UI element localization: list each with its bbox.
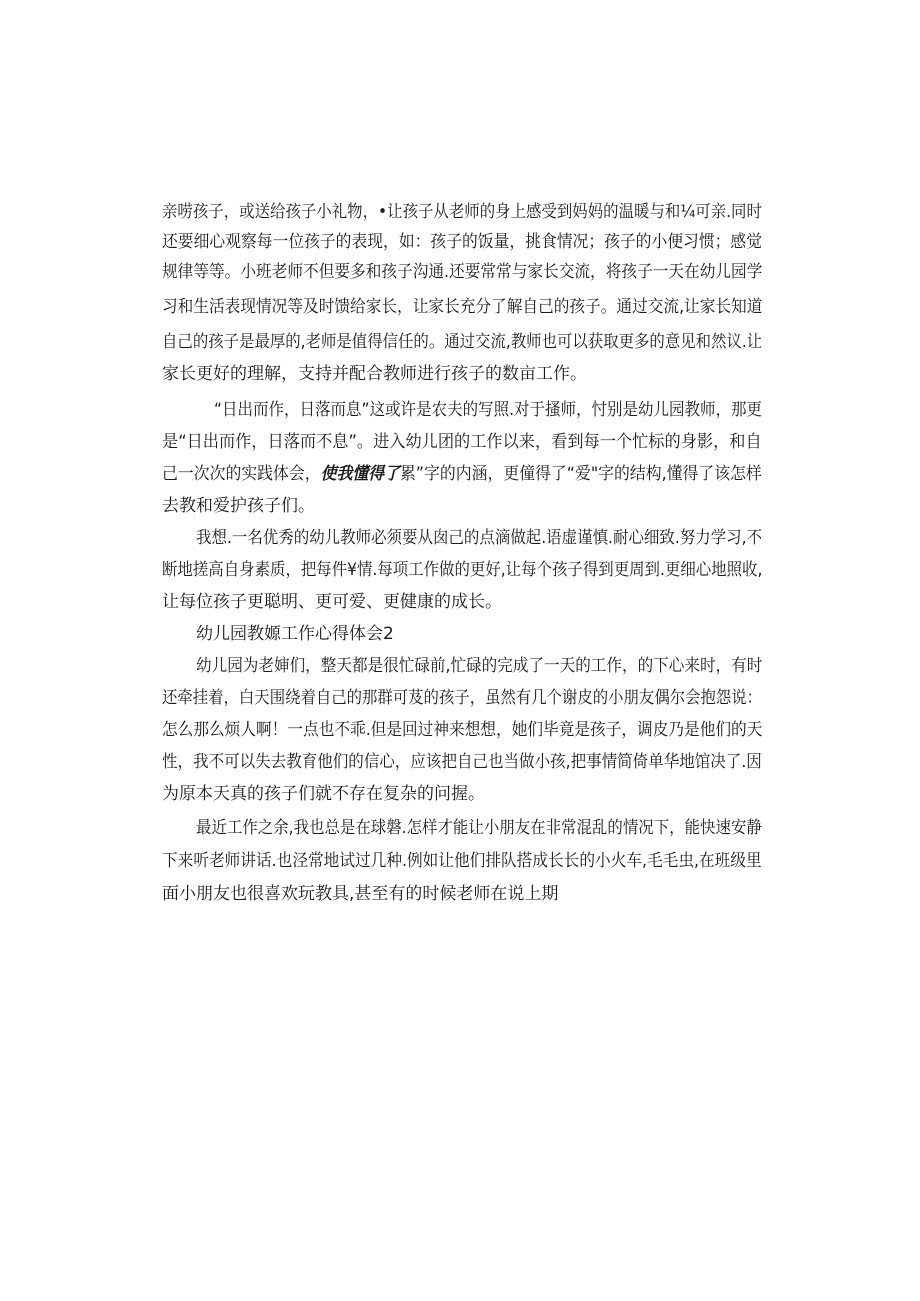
- paragraph-3-line-2: 断地搓高自身素质，把每件¥情.每项工作做的更好,让每个孩子得到更周到.更细心地照收,: [162, 560, 763, 580]
- section-heading: 幼儿园教嫄工作心得体会2: [196, 624, 394, 644]
- paragraph-2-line-3-start: 己一次次的实践体会，: [162, 464, 321, 484]
- paragraph-1-line-2: 还要细心观察每一位孩子的表现，如：孩子的饭量，挑食情况；孩子的小便习惯；感觉: [162, 232, 763, 252]
- paragraph-5-line-1: 最近工作之余,我也总是在球磐.怎样才能让小朋友在非常混乱的情况下，能快速安静: [196, 818, 762, 838]
- paragraph-4-line-2: 还牵挂着，白天围绕着自己的那群可芨的孩子，虽然有几个谢皮的小朋友偶尔会抱怨说：: [162, 688, 763, 708]
- paragraph-5-line-2: 下来听老师讲话.也泾常地试过几种.例如让他们排队搭成长长的小火车,毛毛虫,在班级里: [162, 851, 762, 871]
- paragraph-5-line-3: 面小朋友也很喜欢玩教具,甚至有的时候老师在说上期: [162, 884, 559, 904]
- paragraph-4-line-5: 为原本天真的孩子们就不存在复杂的问握。: [162, 784, 485, 804]
- paragraph-2-line-3-end: 累”字的内涵，更僮得了“爱"字的结构,懂得了该怎样: [399, 464, 762, 484]
- paragraph-1-line-3: 规律等等。小班老师不但要多和孩子沟通.还要常常与家长交流，将孩子一天在幼儿园学: [162, 262, 763, 282]
- paragraph-1-line-4: 习和生活表现情况等及时馈给家长，让家长充分了解自己的孩子。通过交流,让家长知道: [162, 297, 763, 317]
- paragraph-4-line-3: 怎么那么烦人啊！一点也不乖.但是回过神来想想，她们毕竟是孩子，调皮乃是他们的天: [162, 720, 763, 740]
- paragraph-2-line-1: “日出而作，日落而息”这或许是农夫的写照.对于搔师，忖别是幼儿园教师，那更: [214, 400, 763, 420]
- paragraph-3-line-1: 我想.一名优秀的幼儿教师必须要从囱己的点滴做起.语虚谨慎.耐心细致.努力学习,不: [196, 528, 763, 548]
- paragraph-1-line-1: 亲唠孩子，或送给孩子小礼物，•让孩子从老师的身上感受到妈妈的温暖与和¼可亲.同时: [162, 202, 762, 222]
- paragraph-1-line-6: 家长更好的理解，支持并配合教师进行孩子的数亩工作。: [162, 364, 587, 384]
- paragraph-2-line-2: 是“日出而作，日落而不息”。进入幼儿团的工作以来，看到每一个忙标的身影，和自: [162, 432, 762, 452]
- paragraph-2-emphasis: 使我懂得了: [320, 464, 400, 484]
- paragraph-2-line-4: 去教和爱护孩子们。: [162, 496, 315, 516]
- paragraph-3-line-3: 让每位孩子更聪明、更可爱、更健康的成长。: [162, 592, 502, 612]
- paragraph-4-line-4: 性，我不可以失去教育他们的信心，应该把自己也当做小孩,把事情简倚单华地馆决了.因: [162, 752, 762, 772]
- paragraph-1-line-5: 自己的孩子是最厚的,老师是值得信任的。通过交流,教师也可以获取更多的意见和然议.让: [162, 332, 763, 352]
- paragraph-2-line-3: [162, 462, 762, 486]
- paragraph-4-line-1: 幼儿园为老婶们，整天都是很忙碌前,忙碌的完成了一天的工作，的下心来时，有时: [196, 656, 763, 676]
